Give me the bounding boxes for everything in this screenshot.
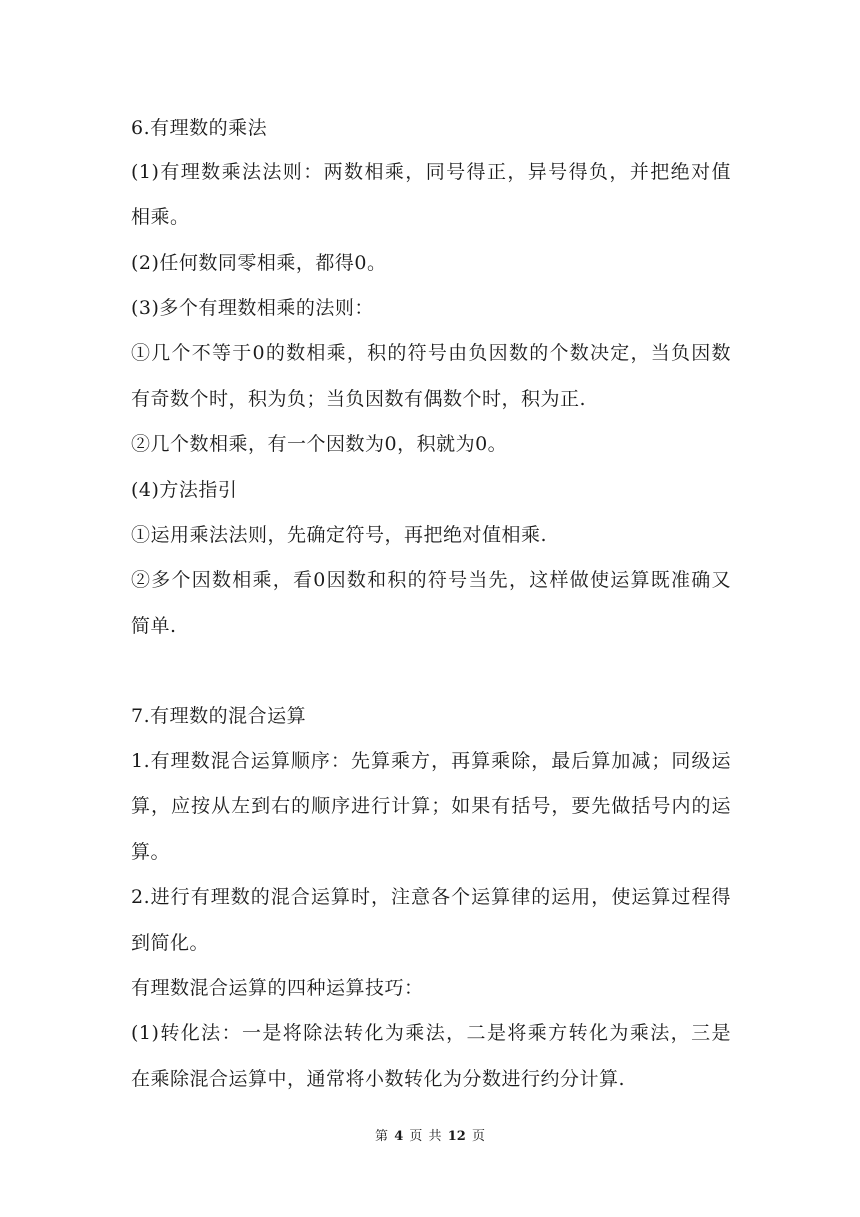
section-7-heading: 7.有理数的混合运算 xyxy=(131,705,307,727)
current-page-number: 4 xyxy=(394,1129,404,1144)
p2-line-2: 到简化。 xyxy=(131,932,210,954)
p2-line-1: 2.进行有理数的混合运算时，注意各个运算律的运用，使运算过程得 xyxy=(131,886,731,908)
footer-page-word: 页 xyxy=(409,1129,423,1144)
rule-4: (4)方法指引 xyxy=(131,479,238,501)
rule-4-b-line-2: 简单. xyxy=(131,615,177,637)
total-pages-number: 12 xyxy=(447,1129,466,1144)
p1-line-1: 1.有理数混合运算顺序：先算乘方，再算乘除，最后算加减；同级运 xyxy=(131,750,731,772)
p4-line-2: 在乘除混合运算中，通常将小数转化为分数进行约分计算. xyxy=(131,1068,626,1090)
rule-4-a: ①运用乘法法则，先确定符号，再把绝对值相乘. xyxy=(131,524,548,546)
p4-line-1: (1)转化法：一是将除法转化为乘法，二是将乘方转化为乘法，三是 xyxy=(131,1022,731,1044)
page-footer xyxy=(0,1128,860,1146)
p1-line-2: 算，应按从左到右的顺序进行计算；如果有括号，要先做括号内的运 xyxy=(131,795,731,817)
rule-3-b: ②几个数相乘，有一个因数为0，积就为0。 xyxy=(131,433,508,455)
rule-4-b-line-1: ②多个因数相乘，看0因数和积的符号当先，这样做使运算既准确又 xyxy=(131,569,731,591)
rule-1-line-1: (1)有理数乘法法则：两数相乘，同号得正，异号得负，并把绝对值 xyxy=(131,161,731,183)
section-6-heading: 6.有理数的乘法 xyxy=(131,117,268,139)
rule-1-line-2: 相乘。 xyxy=(131,206,190,228)
footer-prefix: 第 xyxy=(375,1129,389,1144)
p1-line-3: 算。 xyxy=(131,841,171,863)
rule-2: (2)任何数同零相乘，都得0。 xyxy=(131,252,387,274)
footer-suffix: 页 xyxy=(471,1129,485,1144)
footer-total-word: 共 xyxy=(428,1129,442,1144)
rule-3: (3)多个有理数相乘的法则： xyxy=(131,297,374,319)
rule-3-a-line-2: 有奇数个时，积为负；当负因数有偶数个时，积为正. xyxy=(131,388,587,410)
p3: 有理数混合运算的四种运算技巧： xyxy=(131,977,424,999)
rule-3-a-line-1: ①几个不等于0的数相乘，积的符号由负因数的个数决定，当负因数 xyxy=(131,342,731,364)
